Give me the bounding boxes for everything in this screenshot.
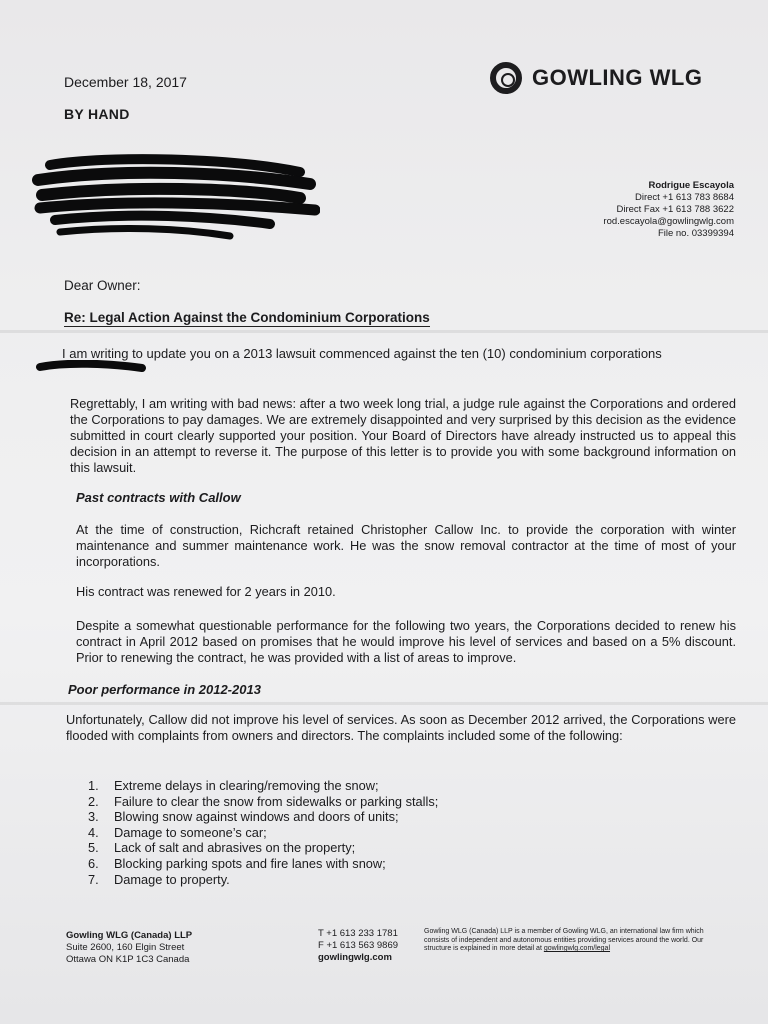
paragraph-construction: At the time of construction, Richcraft retained Christopher Callow Inc. to provide the corporation with winter maintenance and summer maintenance work. He was the snow removal contractor at the time of most of your incorporations. — [76, 522, 736, 569]
salutation: Dear Owner: — [64, 278, 141, 293]
delivery-method: BY HAND — [64, 106, 130, 122]
footer-legal-notice — [424, 928, 724, 954]
footer-address — [66, 930, 192, 966]
list-item: 5. Lack of salt and abrasives on the property; — [88, 840, 356, 856]
logo-text: GOWLING WLG — [532, 65, 703, 90]
sender-direct-phone: Direct +1 613 783 8684 — [634, 192, 734, 203]
sender-contact-block — [603, 180, 734, 240]
redacted-intro-scribble — [36, 360, 146, 374]
footer-contact — [318, 928, 398, 964]
redacted-address-scribble — [30, 150, 320, 250]
paragraph-questionable-performance: Despite a somewhat questionable performance for the following two years, the Corporations decided to renew his contract in April 2012 based on promises that he would improve his level of services and based on a 5% discount. Prior to renewing the contract, he was provided with a list of areas to improve. — [76, 618, 736, 665]
list-item: 7. Damage to property. — [88, 871, 230, 887]
company-logo — [490, 62, 702, 94]
file-number: File no. 03399394 — [657, 228, 734, 239]
sender-fax: Direct Fax +1 613 788 3622 — [616, 204, 734, 215]
paragraph-renewal: His contract was renewed for 2 years in 2010. — [76, 584, 336, 599]
subject-line: Re: Legal Action Against the Condominium Corporations — [64, 310, 430, 325]
sender-name: Rodrigue Escayola — [648, 180, 734, 191]
paper-fold — [0, 702, 768, 705]
sender-email: rod.escayola@gowlingwlg.com — [603, 216, 734, 227]
footer-address-line1: Suite 2600, 160 Elgin Street — [66, 942, 185, 953]
intro-sentence: I am writing to update you on a 2013 lawsuit commenced against the ten (10) condominium corporations — [62, 346, 662, 361]
footer-phone: T +1 613 233 1781 — [318, 928, 398, 939]
heading-past-contracts: Past contracts with Callow — [76, 490, 241, 505]
logo-ring-icon — [490, 62, 522, 94]
paper-fold — [0, 330, 768, 333]
footer-legal-link: gowlingwlg.com/legal — [543, 945, 611, 952]
footer-company: Gowling WLG (Canada) LLP — [66, 930, 193, 941]
paragraph-complaints-intro: Unfortunately, Callow did not improve his level of services. As soon as December 2012 arrived, the Corporations were flooded with complaints from owners and directors. The complaints included some of the following: — [66, 712, 736, 743]
list-item: 1. Extreme delays in clearing/removing the snow; — [88, 778, 379, 793]
footer-address-line2: Ottawa ON K1P 1C3 Canada — [66, 954, 190, 965]
letter-date: December 18, 2017 — [64, 74, 187, 90]
heading-poor-performance: Poor performance in 2012-2013 — [68, 682, 261, 697]
paragraph-trial-outcome: Regrettably, I am writing with bad news: after a two week long trial, a judge rule against the Corporations and ordered the Corporations to pay damages. We are extremely disappointed and very surprised by this decision as the evidence submitted in court clearly supported your position. Your Board of Directors have already instructed us to appeal this decision in an attempt to reverse it. The purpose of this letter is to provide you with some background information on this lawsuit. — [70, 396, 736, 475]
list-item: 6. Blocking parking spots and fire lanes with snow; — [88, 855, 386, 871]
complaints-list — [88, 778, 438, 887]
footer-website: gowlingwlg.com — [318, 952, 392, 963]
footer-fax: F +1 613 563 9869 — [318, 940, 399, 951]
list-item: 3. Blowing snow against windows and doors of units; — [88, 809, 399, 825]
list-item: 4. Damage to someone’s car; — [88, 824, 267, 840]
footer-legal-text: Gowling WLG (Canada) LLP is a member of Gowling WLG, an international law firm which consists of independent and autonomous entities providing services around the world. Our structure is explained in more detail at — [424, 928, 704, 952]
list-item: 2. Failure to clear the snow from sidewalks or parking stalls; — [88, 793, 439, 809]
